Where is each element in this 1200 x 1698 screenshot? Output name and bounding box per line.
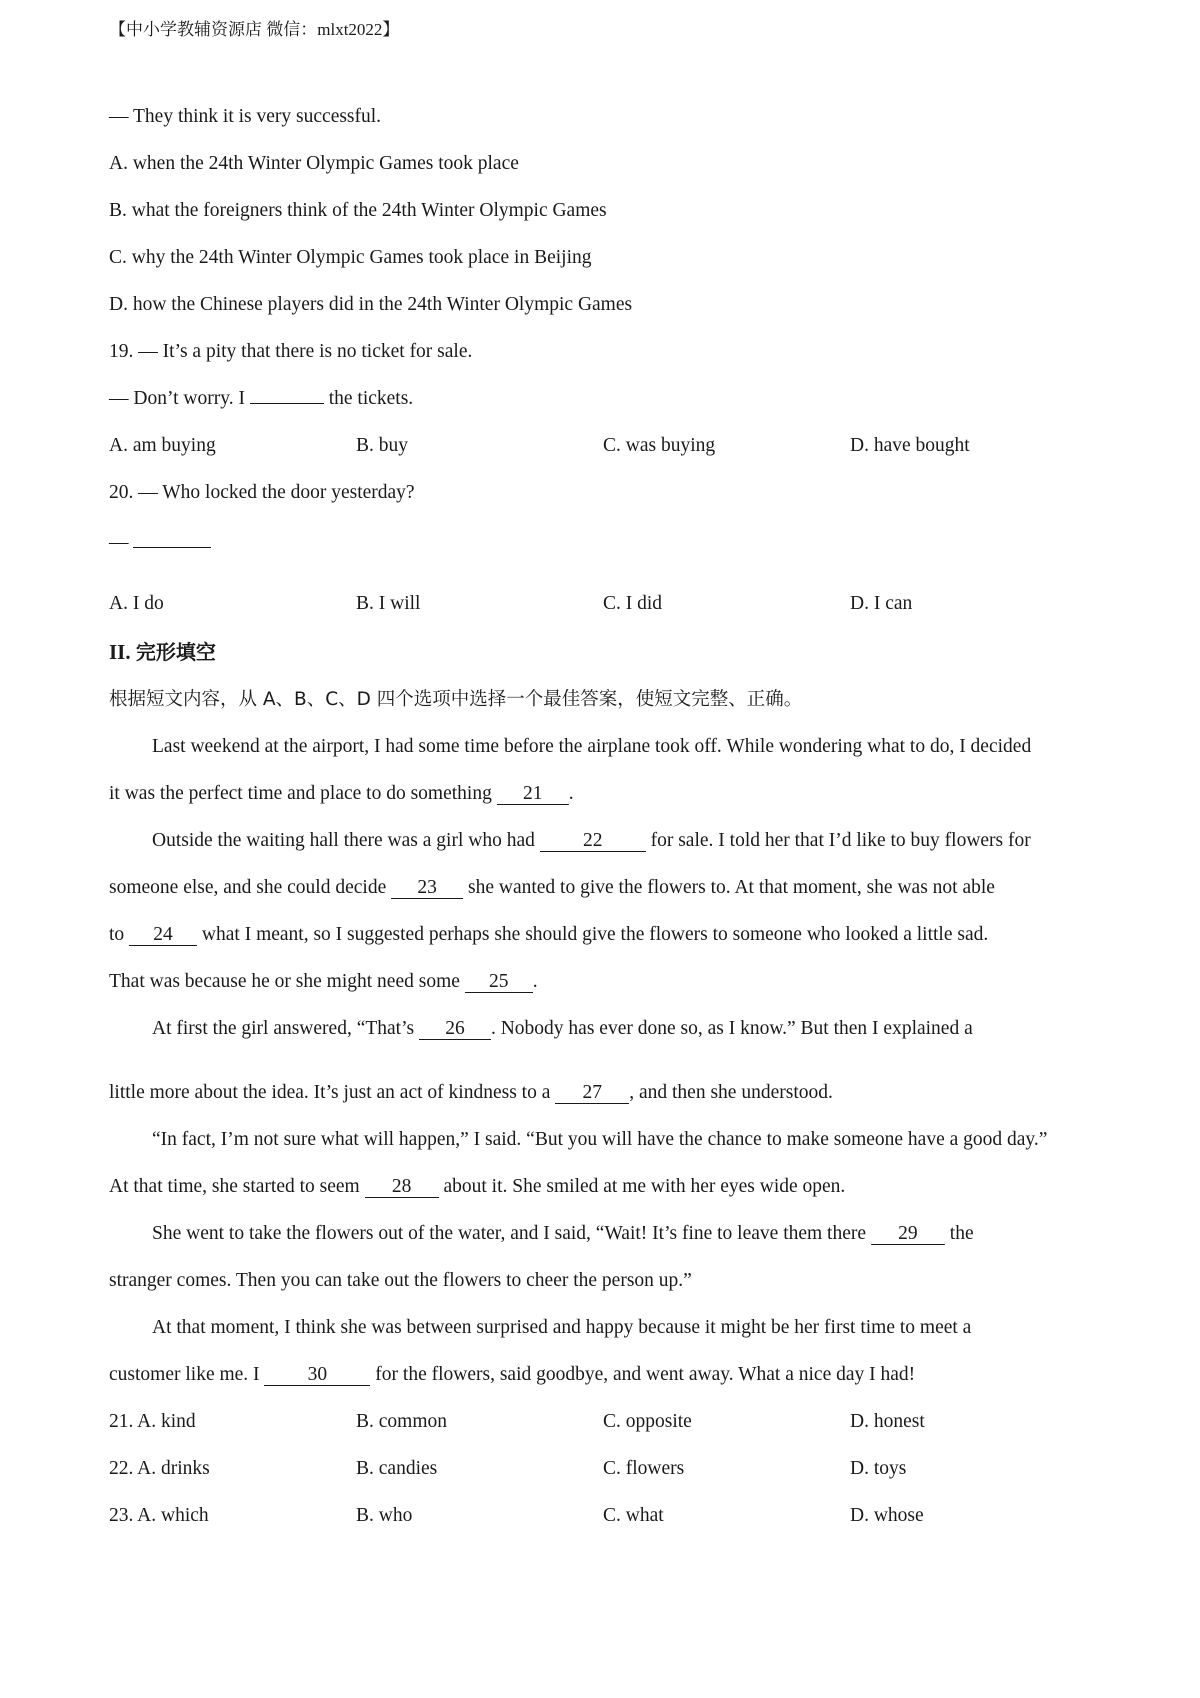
blank-25: 25 <box>465 971 533 993</box>
passage-p2-line1: Outside the waiting hall there was a girl who had 22 for sale. I told her that I’d like to buy flowers for <box>152 830 1031 851</box>
q19-stem: 19. — It’s a pity that there is no ticket for sale. <box>109 341 473 362</box>
q20-blank <box>133 547 211 548</box>
q19-reply: — Don’t worry. I the tickets. <box>109 388 414 409</box>
passage-p6-line1: At that moment, I think she was between surprised and happy because it might be her first time to meet a <box>152 1317 972 1338</box>
blank-23: 23 <box>391 877 463 899</box>
q19-option-b: B. buy <box>356 435 409 456</box>
blank-28: 28 <box>365 1176 439 1198</box>
choice-22-d: D. toys <box>850 1458 907 1479</box>
passage-p2-line3: to 24 what I meant, so I suggested perhaps she should give the flowers to someone who looked a little sad. <box>109 924 989 945</box>
q18-option-b: B. what the foreigners think of the 24th Winter Olympic Games <box>109 200 607 221</box>
passage-p4-line1: “In fact, I’m not sure what will happen,” I said. “But you will have the chance to make someone have a good day.” <box>152 1129 1048 1150</box>
choice-21-c: C. opposite <box>603 1411 692 1432</box>
choice-23-c: C. what <box>603 1505 664 1526</box>
choice-22-b: B. candies <box>356 1458 438 1479</box>
passage-p2-line2: someone else, and she could decide 23 she wanted to give the flowers to. At that moment, she was not able <box>109 877 995 898</box>
q20-option-b: B. I will <box>356 593 421 614</box>
passage-p2-line4: That was because he or she might need some 25 . <box>109 971 538 992</box>
q18-answer-line: — They think it is very successful. <box>109 106 382 127</box>
blank-26: 26 <box>419 1018 491 1040</box>
passage-p6-line2: customer like me. I 30 for the flowers, said goodbye, and went away. What a nice day I had! <box>109 1364 916 1385</box>
q19-option-d: D. have bought <box>850 435 970 456</box>
q20-option-c: C. I did <box>603 593 663 614</box>
passage-p1-line1: Last weekend at the airport, I had some time before the airplane took off. While wondering what to do, I decided <box>152 736 1032 757</box>
choice-23-b: B. who <box>356 1505 413 1526</box>
passage-p3-line1: At first the girl answered, “That’s 26 . Nobody has ever done so, as I know.” But then I explained a <box>152 1018 973 1039</box>
choice-23-a: 23. A. which <box>109 1505 209 1526</box>
q19-option-a: A. am buying <box>109 435 216 456</box>
q20-stem: 20. — Who locked the door yesterday? <box>109 482 415 503</box>
blank-27: 27 <box>555 1082 629 1104</box>
choice-21-a: 21. A. kind <box>109 1411 196 1432</box>
choice-23-d: D. whose <box>850 1505 924 1526</box>
q19-option-c: C. was buying <box>603 435 716 456</box>
section-instruction: 根据短文内容，从 A、B、C、D 四个选项中选择一个最佳答案，使短文完整、正确。 <box>109 689 803 710</box>
passage-p4-line2: At that time, she started to seem 28 about it. She smiled at me with her eyes wide open. <box>109 1176 846 1197</box>
q18-option-c: C. why the 24th Winter Olympic Games took place in Beijing <box>109 247 592 268</box>
blank-24: 24 <box>129 924 197 946</box>
choice-22-c: C. flowers <box>603 1458 685 1479</box>
q20-option-a: A. I do <box>109 593 164 614</box>
q18-option-d: D. how the Chinese players did in the 24th Winter Olympic Games <box>109 294 633 315</box>
q19-blank <box>250 403 324 404</box>
section-title: II. 完形填空 <box>109 640 216 664</box>
blank-21: 21 <box>497 783 569 805</box>
q18-option-a: A. when the 24th Winter Olympic Games took place <box>109 153 519 174</box>
choice-21-b: B. common <box>356 1411 447 1432</box>
blank-29: 29 <box>871 1223 945 1245</box>
q20-option-d: D. I can <box>850 593 913 614</box>
choice-21-d: D. honest <box>850 1411 925 1432</box>
choice-22-a: 22. A. drinks <box>109 1458 210 1479</box>
passage-p3-line2: little more about the idea. It’s just an act of kindness to a 27 , and then she understood. <box>109 1082 833 1103</box>
passage-p5-line1: She went to take the flowers out of the water, and I said, “Wait! It’s fine to leave them there 29 the <box>152 1223 974 1244</box>
q20-reply: — <box>109 530 1110 556</box>
passage-p1-line2: it was the perfect time and place to do something 21 . <box>109 783 574 804</box>
watermark-header: 【中小学教辅资源店 微信：mlxt2022】 <box>109 20 400 39</box>
passage-p5-line2: stranger comes. Then you can take out the flowers to cheer the person up.” <box>109 1270 692 1291</box>
blank-22: 22 <box>540 830 646 852</box>
blank-30: 30 <box>264 1364 370 1386</box>
